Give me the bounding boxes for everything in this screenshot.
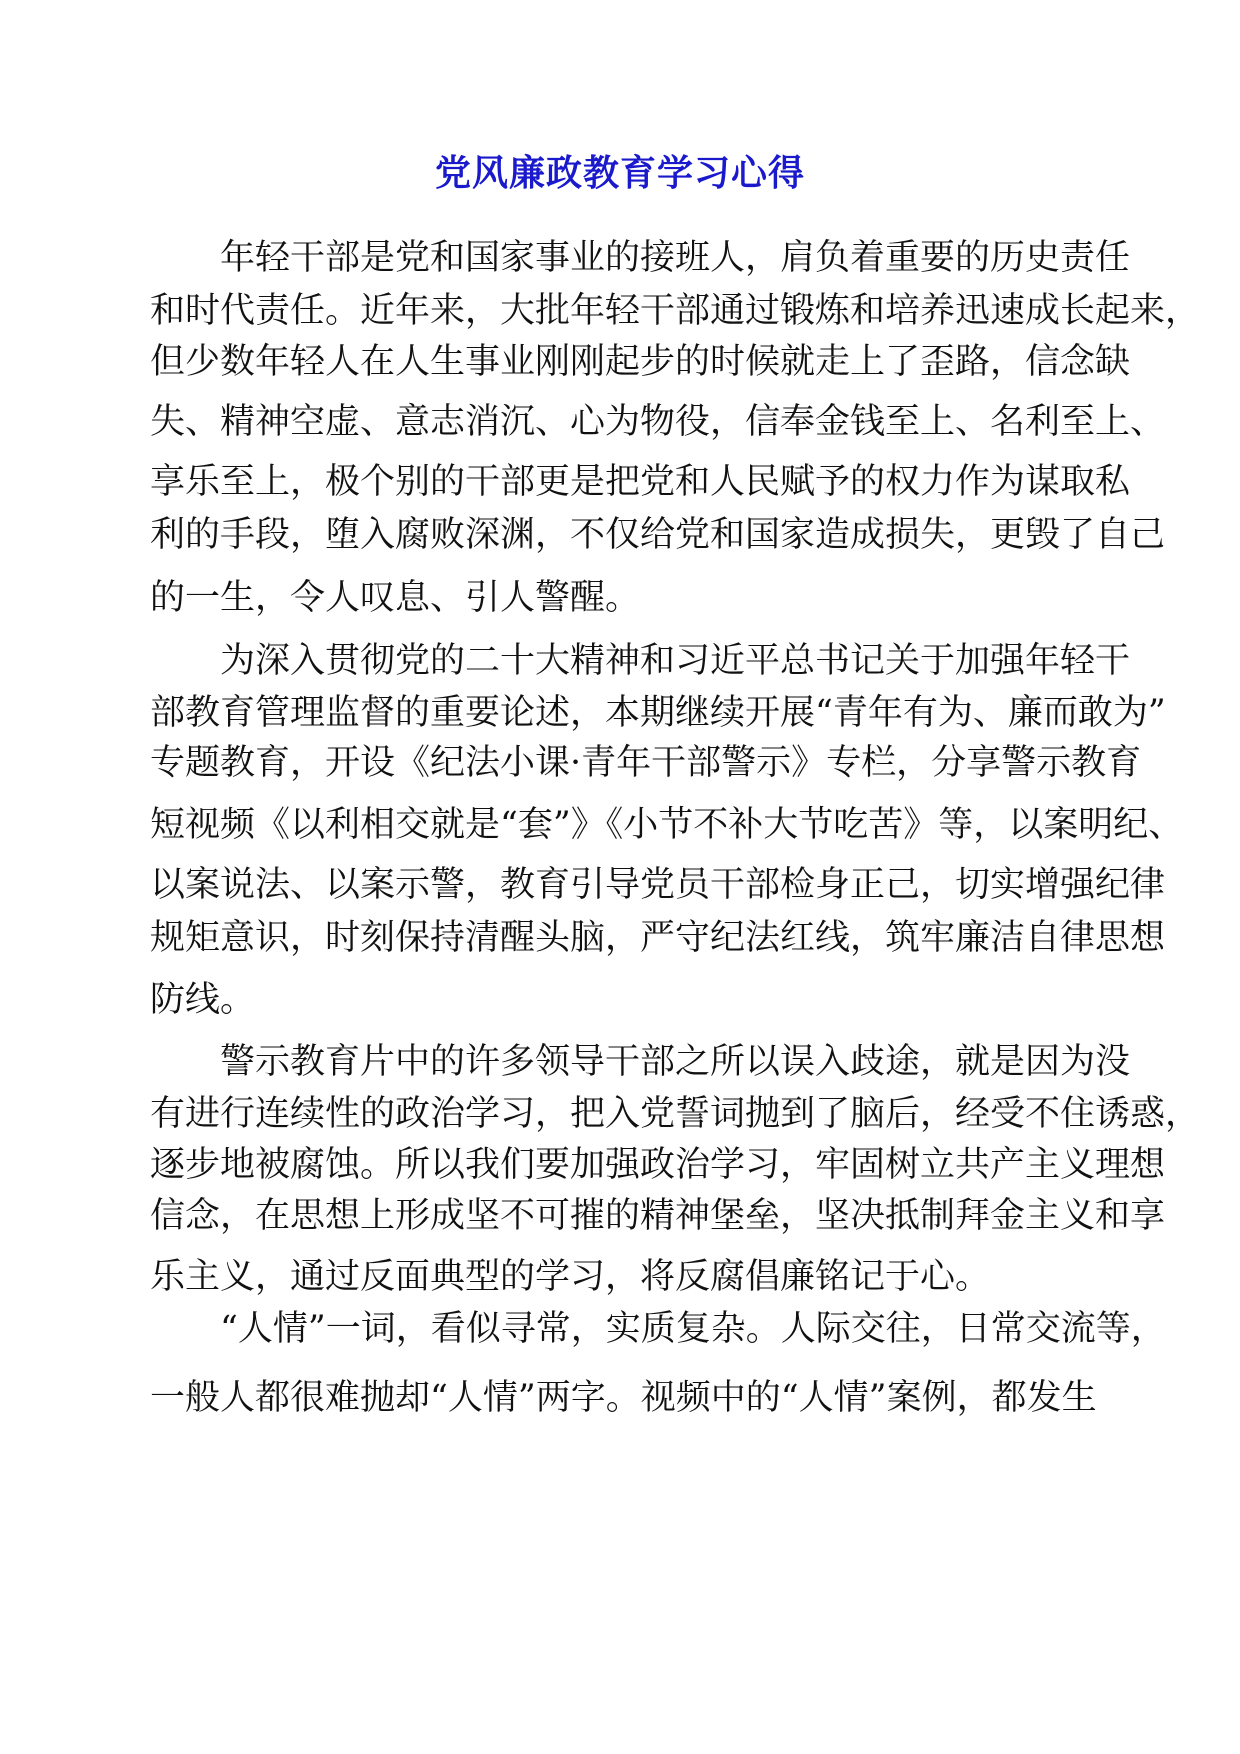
paragraph-3-line-3: 逐步地被腐蚀。所以我们要加强政治学习，牢固树立共产主义理想 — [150, 1145, 1166, 1185]
paragraph-1-line-5: 享乐至上，极个别的干部更是把党和人民赋予的权力作为谋取私 — [150, 462, 1131, 502]
paragraph-2-line-5: 以案说法、以案示警，教育引导党员干部检身正己，切实增强纪律 — [150, 865, 1166, 905]
paragraph-3-line-2: 有进行连续性的政治学习，把入党誓词抛到了脑后，经受不住诱惑， — [150, 1094, 1201, 1134]
paragraph-1-line-1: 年轻干部是党和国家事业的接班人，肩负着重要的历史责任 — [220, 238, 1131, 278]
paragraph-2-line-3: 专题教育，开设《纪法小课·青年干部警示》专栏，分享警示教育 — [150, 743, 1142, 783]
paragraph-3-line-5: 乐主义，通过反面典型的学习，将反腐倡廉铭记于心。 — [150, 1257, 991, 1297]
paragraph-1-line-3: 但少数年轻人在人生事业刚刚起步的时候就走上了歪路，信念缺 — [150, 342, 1131, 382]
paragraph-2-line-4: 短视频《以利相交就是“套”》《小节不补大节吃苦》等，以案明纪、 — [150, 805, 1184, 845]
paragraph-1-line-4: 失、精神空虚、意志消沉、心为物役，信奉金钱至上、名利至上、 — [150, 402, 1166, 442]
paragraph-2-line-6: 规矩意识，时刻保持清醒头脑，严守纪法红线，筑牢廉洁自律思想 — [150, 918, 1166, 958]
paragraph-2-line-1: 为深入贯彻党的二十大精神和习近平总书记关于加强年轻干 — [220, 641, 1131, 681]
paragraph-1-line-6: 利的手段，堕入腐败深渊，不仅给党和国家造成损失，更毁了自己 — [150, 515, 1166, 555]
document-title: 党风廉政教育学习心得 — [434, 153, 805, 194]
paragraph-4-line-1: “人情”一词，看似寻常，实质复杂。人际交往，日常交流等， — [220, 1309, 1166, 1349]
paragraph-2-line-2: 部教育管理监督的重要论述，本期继续开展“青年有为、廉而敢为” — [150, 693, 1166, 733]
paragraph-4-line-2: 一般人都很难抛却“人情”两字。视频中的“人情”案例，都发生 — [150, 1378, 1097, 1418]
paragraph-3-line-4: 信念，在思想上形成坚不可摧的精神堡垒，坚决抵制拜金主义和享 — [150, 1196, 1166, 1236]
paragraph-3-line-1: 警示教育片中的许多领导干部之所以误入歧途，就是因为没 — [220, 1042, 1131, 1082]
paragraph-1-line-2: 和时代责任。近年来，大批年轻干部通过锻炼和培养迅速成长起来， — [150, 291, 1201, 331]
paragraph-2-line-7: 防线。 — [150, 980, 256, 1020]
paragraph-1-line-7: 的一生，令人叹息、引人警醒。 — [150, 578, 641, 618]
